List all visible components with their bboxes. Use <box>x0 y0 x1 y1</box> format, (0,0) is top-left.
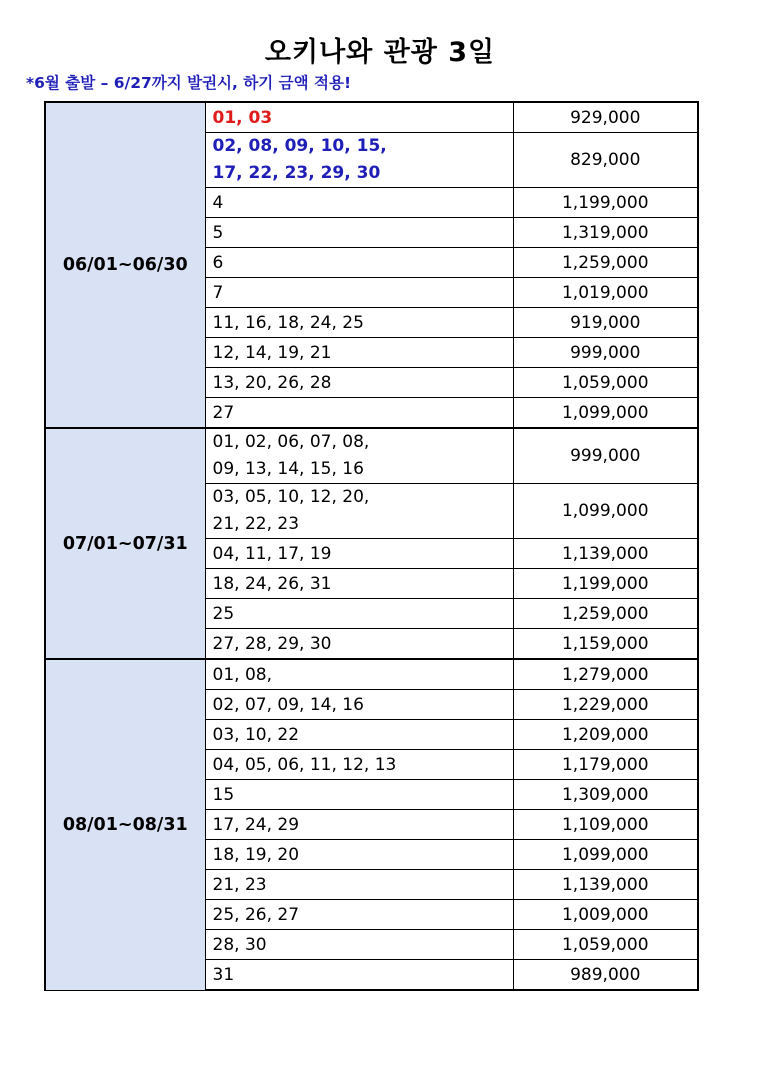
table-row <box>45 102 698 133</box>
departure-dates-cell <box>205 539 513 569</box>
departure-dates-line: 28, 30 <box>212 934 267 955</box>
departure-dates-cell <box>205 188 513 218</box>
price-cell: 999,000 <box>513 428 698 484</box>
departure-dates-line: 31 <box>212 964 235 985</box>
price-cell: 1,159,000 <box>513 629 698 660</box>
departure-dates-cell <box>205 900 513 930</box>
departure-dates-line: 25 <box>212 603 235 624</box>
departure-dates-line: 5 <box>212 222 224 243</box>
price-cell: 1,199,000 <box>513 569 698 599</box>
departure-dates-line: 01, 03 <box>212 107 273 128</box>
price-cell: 1,019,000 <box>513 278 698 308</box>
period-cell: 06/01~06/30 <box>45 102 205 428</box>
departure-dates-cell <box>205 248 513 278</box>
departure-dates-line: 12, 14, 19, 21 <box>212 342 332 363</box>
price-cell: 999,000 <box>513 338 698 368</box>
price-cell: 1,279,000 <box>513 659 698 690</box>
departure-dates-cell <box>205 599 513 629</box>
fare-table-body <box>45 102 698 990</box>
departure-dates-line: 25, 26, 27 <box>212 904 300 925</box>
departure-dates-line: 15 <box>212 784 235 805</box>
booking-notice: *6월 출발 – 6/27까지 발권시, 하기 금액 적용! <box>26 74 352 92</box>
price-cell: 1,139,000 <box>513 870 698 900</box>
price-cell: 1,059,000 <box>513 930 698 960</box>
departure-dates-cell <box>205 810 513 840</box>
price-cell: 1,139,000 <box>513 539 698 569</box>
price-cell: 1,009,000 <box>513 900 698 930</box>
price-cell: 1,179,000 <box>513 750 698 780</box>
table-row <box>45 428 698 484</box>
departure-dates-line: 01, 08, <box>212 664 272 685</box>
price-cell: 1,259,000 <box>513 248 698 278</box>
departure-dates-line: 17, 22, 23, 29, 30 <box>212 163 381 183</box>
price-cell: 989,000 <box>513 960 698 991</box>
departure-dates-line: 21, 22, 23 <box>212 514 300 534</box>
departure-dates-cell <box>205 569 513 599</box>
price-cell: 929,000 <box>513 102 698 133</box>
departure-dates-line: 18, 19, 20 <box>212 844 300 865</box>
price-cell: 1,209,000 <box>513 720 698 750</box>
price-cell: 829,000 <box>513 133 698 188</box>
departure-dates-line: 7 <box>212 282 224 303</box>
departure-dates-line: 03, 05, 10, 12, 20, <box>212 487 370 507</box>
price-cell: 1,109,000 <box>513 810 698 840</box>
price-cell: 1,099,000 <box>513 840 698 870</box>
departure-dates-cell <box>205 133 513 188</box>
table-row <box>45 659 698 690</box>
period-cell: 08/01~08/31 <box>45 659 205 990</box>
period-cell: 07/01~07/31 <box>45 428 205 659</box>
departure-dates-line: 02, 08, 09, 10, 15, <box>212 136 387 156</box>
departure-dates-cell <box>205 870 513 900</box>
departure-dates-line: 17, 24, 29 <box>212 814 300 835</box>
departure-dates-cell <box>205 218 513 248</box>
fare-table <box>44 101 699 991</box>
departure-dates-line: 03, 10, 22 <box>212 724 300 745</box>
price-cell: 1,259,000 <box>513 599 698 629</box>
price-cell: 1,199,000 <box>513 188 698 218</box>
departure-dates-line: 02, 07, 09, 14, 16 <box>212 694 364 715</box>
departure-dates-line: 6 <box>212 252 224 273</box>
departure-dates-line: 01, 02, 06, 07, 08, <box>212 432 370 452</box>
departure-dates-line: 27, 28, 29, 30 <box>212 633 332 654</box>
departure-dates-cell <box>205 338 513 368</box>
departure-dates-cell <box>205 659 513 690</box>
departure-dates-cell <box>205 278 513 308</box>
departure-dates-cell <box>205 690 513 720</box>
departure-dates-line: 21, 23 <box>212 874 267 895</box>
departure-dates-cell <box>205 720 513 750</box>
departure-dates-cell <box>205 102 513 133</box>
departure-dates-line: 18, 24, 26, 31 <box>212 573 332 594</box>
price-cell: 919,000 <box>513 308 698 338</box>
departure-dates-cell <box>205 484 513 539</box>
departure-dates-cell <box>205 398 513 429</box>
price-cell: 1,229,000 <box>513 690 698 720</box>
departure-dates-cell <box>205 308 513 338</box>
price-cell: 1,059,000 <box>513 368 698 398</box>
departure-dates-line: 4 <box>212 192 224 213</box>
departure-dates-cell <box>205 780 513 810</box>
departure-dates-cell <box>205 368 513 398</box>
departure-dates-line: 04, 05, 06, 11, 12, 13 <box>212 754 397 775</box>
departure-dates-cell <box>205 629 513 660</box>
page-title: 오키나와 관광 3일 <box>264 37 496 68</box>
price-cell: 1,099,000 <box>513 484 698 539</box>
departure-dates-cell <box>205 930 513 960</box>
departure-dates-cell <box>205 428 513 484</box>
departure-dates-cell <box>205 960 513 991</box>
departure-dates-line: 11, 16, 18, 24, 25 <box>212 312 364 333</box>
price-cell: 1,309,000 <box>513 780 698 810</box>
departure-dates-cell <box>205 840 513 870</box>
departure-dates-line: 04, 11, 17, 19 <box>212 543 332 564</box>
price-cell: 1,319,000 <box>513 218 698 248</box>
departure-dates-line: 09, 13, 14, 15, 16 <box>212 459 364 479</box>
departure-dates-line: 27 <box>212 402 235 423</box>
price-cell: 1,099,000 <box>513 398 698 429</box>
departure-dates-line: 13, 20, 26, 28 <box>212 372 332 393</box>
departure-dates-cell <box>205 750 513 780</box>
